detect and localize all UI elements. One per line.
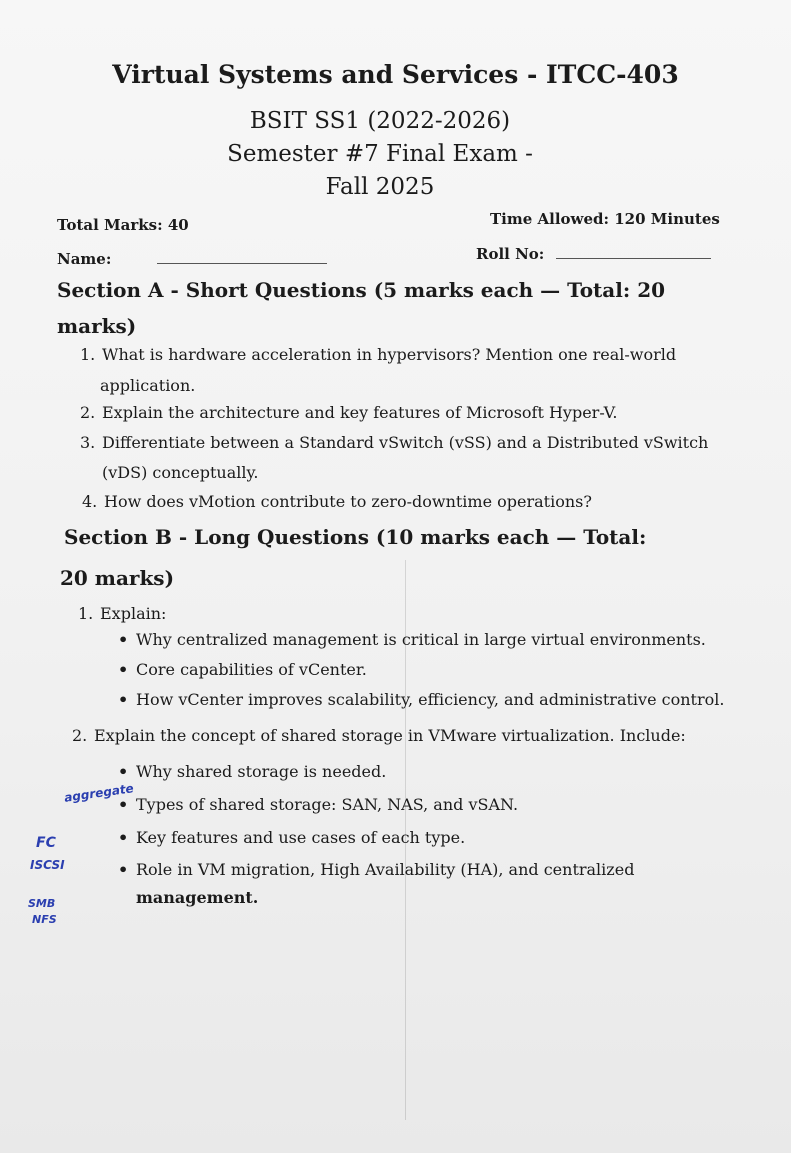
question-a2: Explain the architecture and key features of Microsoft Hyper-V. — [102, 403, 618, 422]
question-number: 2. — [72, 726, 88, 745]
name-blank — [157, 263, 327, 264]
question-b1-intro: Explain: — [100, 604, 167, 623]
bullet-item: • Why shared storage is needed. — [118, 762, 386, 781]
total-marks: Total Marks: 40 — [57, 216, 189, 234]
question-a3: Differentiate between a Standard vSwitch (vSS) and a Distributed vSwitch — [102, 433, 709, 452]
section-a-heading-cont: marks) — [57, 314, 137, 338]
question-a3-cont: (vDS) conceptually. — [102, 463, 259, 482]
bullet-item: • Role in VM migration, High Availability (HA), and centralized — [118, 860, 634, 879]
question-number: 1. — [80, 345, 96, 364]
handwritten-note-fc: FC — [36, 835, 56, 851]
question-a1-cont: application. — [100, 376, 196, 395]
question-number: 4. — [82, 492, 98, 511]
bullet-item: • How vCenter improves scalability, efficiency, and administrative control. — [118, 690, 724, 709]
handwritten-note-iscsi: ISCSI — [30, 858, 65, 872]
question-a4: How does vMotion contribute to zero-downtime operations? — [104, 492, 592, 511]
program-line: BSIT SS1 (2022-2026) — [249, 108, 511, 134]
section-b-heading-cont: 20 marks) — [60, 566, 175, 590]
question-a1: What is hardware acceleration in hypervisors? Mention one real-world — [102, 345, 677, 364]
section-b-heading: Section B - Long Questions (10 marks each — Total: — [64, 525, 647, 549]
name-label: Name: — [57, 250, 112, 268]
handwritten-note-nfs: NFS — [32, 913, 57, 926]
term-line: Fall 2025 — [325, 174, 435, 200]
question-number: 3. — [80, 433, 96, 452]
handwritten-note-smb: SMB — [28, 897, 56, 910]
question-number: 1. — [78, 604, 94, 623]
semester-line: Semester #7 Final Exam - — [227, 141, 533, 167]
bullet-item: • Types of shared storage: SAN, NAS, and vSAN. — [118, 795, 518, 814]
question-b2-intro: Explain the concept of shared storage in VMware virtualization. Include: — [94, 726, 686, 745]
time-allowed: Time Allowed: 120 Minutes — [490, 210, 720, 228]
roll-label: Roll No: — [476, 245, 545, 263]
exam-title: Virtual Systems and Services - ITCC-403 — [112, 60, 679, 89]
bullet-item: • Key features and use cases of each type. — [118, 828, 465, 847]
bullet-item: • Core capabilities of vCenter. — [118, 660, 367, 679]
roll-blank — [556, 258, 711, 259]
section-a-heading: Section A - Short Questions (5 marks each — Total: 20 — [57, 278, 666, 302]
bullet-item-cont: management. — [136, 888, 259, 907]
question-number: 2. — [80, 403, 96, 422]
bullet-item: • Why centralized management is critical in large virtual environments. — [118, 630, 706, 649]
handwritten-note-aggregate: aggregate — [63, 781, 135, 805]
